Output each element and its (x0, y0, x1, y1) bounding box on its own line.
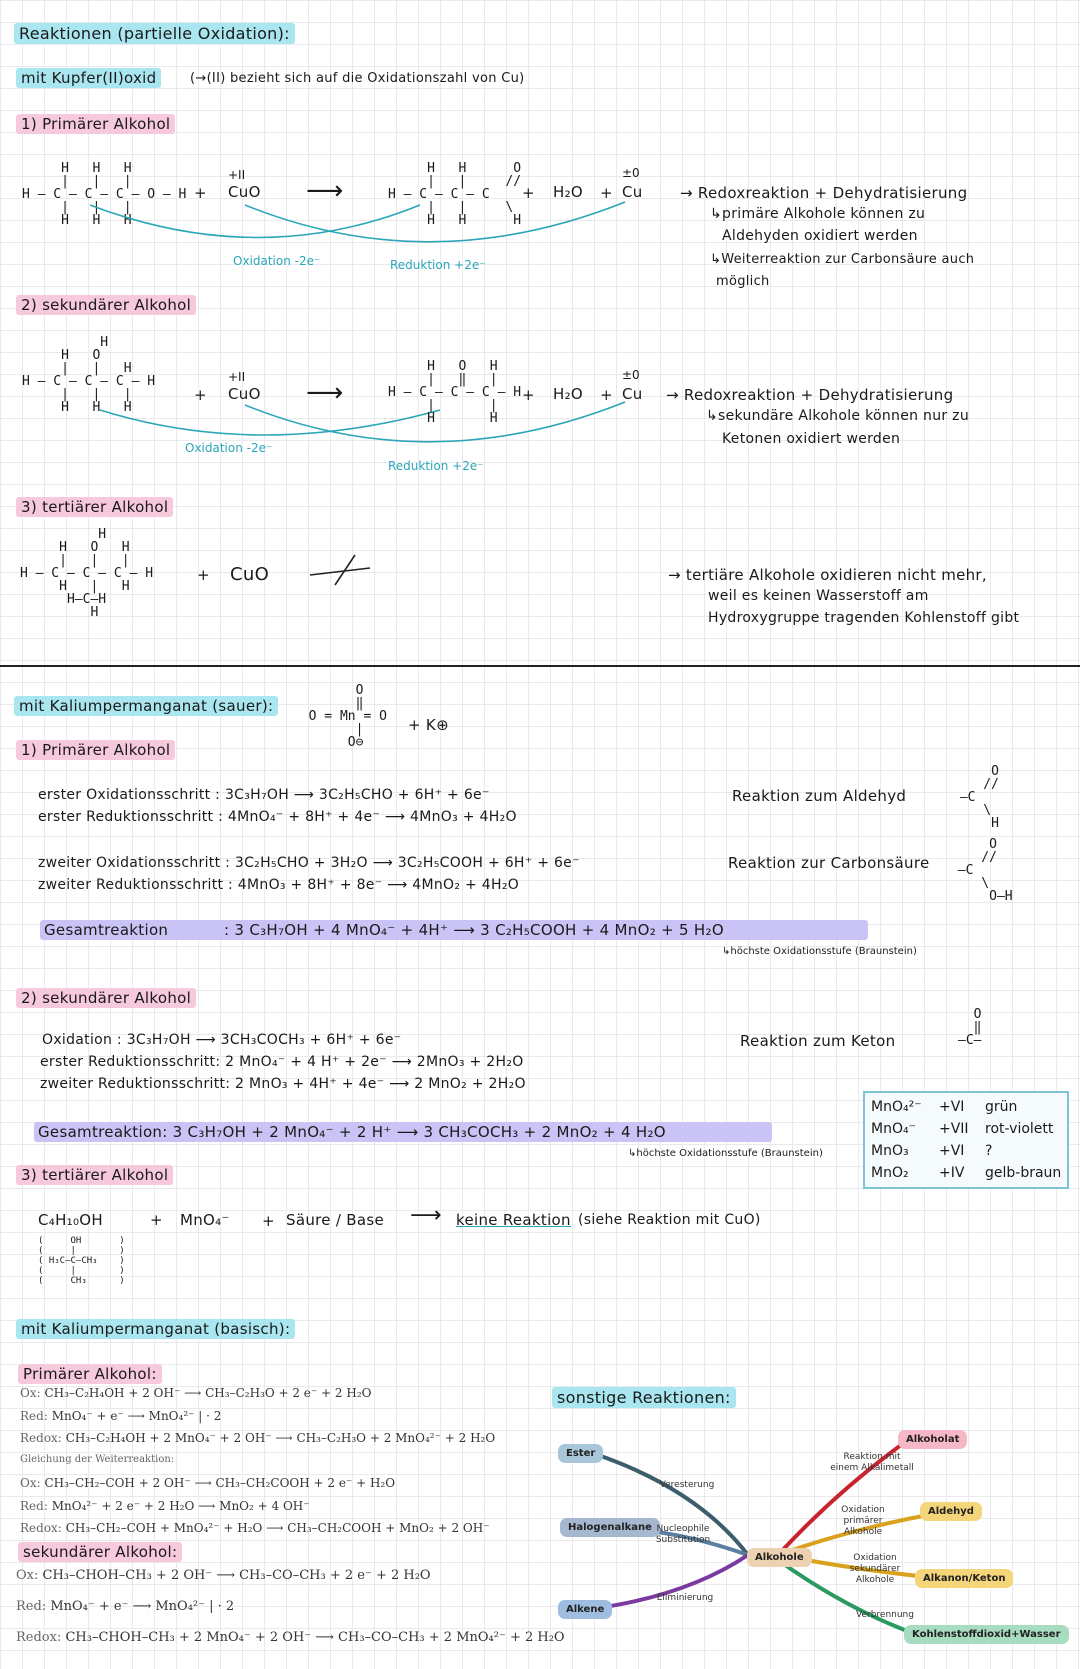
mindmap-label-ox-sekundaer: Oxidation sekundärer Alkohole (849, 1553, 901, 1585)
plus-sign: + (194, 386, 207, 404)
mindmap-label-substitution: Nucleophile Substitution (655, 1524, 711, 1545)
acid-primary-line-3: zweiter Oxidationsschritt : 3C₂H₅CHO + 3H₂O ⟶ 3C₂H₅COOH + 6H⁺ + 6e⁻ (38, 855, 580, 871)
base-primary-eq: Red: MnO₄²⁻ + 2 e⁻ + 2 H₂O ⟶ MnO₂ + 4 OH⁻ (20, 1499, 310, 1513)
reaction-to-aldehyde: Reaktion zum Aldehyd (732, 787, 907, 805)
other-reactions-heading: sonstige Reaktionen: (552, 1388, 736, 1407)
base-primary-eq: Redox: CH₃–CH₂–COH + MnO₄²⁻ + H₂O ⟶ CH₃–CH₂COOH + MnO₂ + 2 OH⁻ (20, 1521, 490, 1535)
oxidation-arrow-primary (90, 205, 420, 238)
page-title: Reaktionen (partielle Oxidation): (14, 24, 295, 43)
mindmap-label-alkalimetall: Reaktion mit einem Alkalimetall (830, 1452, 914, 1473)
cuo-reagent: CuO (228, 183, 261, 201)
cuo-reagent: CuO (228, 385, 261, 403)
acid-primary-line-1: erster Oxidationsschritt : 3C₃H₇OH ⟶ 3C₂H₅CHO + 6H⁺ + 6e⁻ (38, 787, 490, 803)
kmno4-acid-heading: mit Kaliumpermanganat (sauer): (14, 697, 278, 715)
no-reaction-arrow (310, 568, 370, 575)
propanal-structure: H H O | | // H – C – C – C | | \ H H H (388, 161, 522, 228)
tert-butanol-structure: H H O H | | | H – C – C – C – H H | H H–C–H H (20, 527, 154, 620)
cuo-primary-result-3: Aldehyden oxidiert werden (722, 228, 918, 244)
cuo-reagent: CuO (230, 564, 270, 585)
mindmap-node-co2-water: Kohlenstoffdioxid+Wasser (904, 1625, 1069, 1644)
base-secondary-eq: Ox: CH₃–CHOH–CH₃ + 2 OH⁻ ⟶ CH₃–CO–CH₃ + 2 e⁻ + 2 H₂O (16, 1568, 431, 1583)
acetone-structure: H O H | ‖ | H – C – C – C – H | | H H (388, 359, 522, 426)
no-reaction-result: keine Reaktion (456, 1211, 571, 1229)
plus-sign: + (522, 184, 535, 202)
kmno4-base-heading: mit Kaliumpermanganat (basisch): (16, 1320, 295, 1338)
mindmap-node-halogenalkane: Halogenalkane (560, 1518, 660, 1537)
reaction-to-carboxylic-acid: Reaktion zur Carbonsäure (728, 854, 930, 872)
carboxyl-group: O // –C \ O–H (957, 837, 1013, 904)
cuo-primary-result-4: ↳Weiterreaktion zur Carbonsäure auch (710, 252, 975, 267)
cuo-tertiary-heading: 3) tertiärer Alkohol (16, 498, 173, 516)
reaction-arrow: ⟶ (306, 378, 344, 408)
cu-product: Cu (622, 183, 643, 201)
isopropanol-structure: H H O | | H H – C – C – C – H | | | H H H (22, 335, 156, 415)
base-primary-eq: Red: MnO₄⁻ + e⁻ ⟶ MnO₄²⁻ | · 2 (20, 1409, 222, 1423)
tert-formula: C₄H₁₀OH (38, 1211, 103, 1229)
oxidation-state-table (863, 1091, 1069, 1189)
propanol-structure: H H H | | | H – C – C – C – O – H | | | H H H (22, 161, 187, 228)
ox-row: MnO₃ +VI ? (871, 1143, 993, 1159)
plus-sign: + (600, 184, 613, 202)
mindmap-branches (548, 1420, 1048, 1660)
ox-row: MnO₂ +IV gelb-braun (871, 1165, 1062, 1181)
cuo-tertiary-result-1: → tertiäre Alkohole oxidieren nicht mehr, (668, 566, 987, 584)
mindmap-label-veresterung: Veresterung (659, 1480, 715, 1490)
cuo-secondary-result-1: → Redoxreaktion + Dehydratisierung (666, 386, 954, 404)
base-secondary-eq: Red: MnO₄⁻ + e⁻ ⟶ MnO₄²⁻ | · 2 (16, 1599, 235, 1614)
reduction-label: Reduktion +2e⁻ (388, 459, 484, 473)
base-primary-heading: Primärer Alkohol: (18, 1365, 162, 1383)
mindmap-label-eliminierung: Eliminierung (656, 1593, 714, 1603)
kmno4-acid-tertiary-heading: 3) tertiärer Alkohol (16, 1166, 173, 1184)
cu-ox-number: ±0 (622, 368, 640, 382)
no-reaction-note: (siehe Reaktion mit CuO) (578, 1212, 761, 1228)
cuo-secondary-result-3: Ketonen oxidiert werden (722, 431, 901, 447)
ketone-group: O ‖ –C– (958, 1007, 982, 1048)
mindmap-node-keton: Alkanon/Keton (915, 1569, 1013, 1588)
acid-primary-total: Gesamtreaktion : 3 C₃H₇OH + 4 MnO₄⁻ + 4H⁺ ⟶ 3 C₂H₅COOH + 4 MnO₂ + 5 H₂O (40, 920, 868, 940)
cuo-secondary-heading: 2) sekundärer Alkohol (16, 296, 196, 314)
cuo-note: (→(II) bezieht sich auf die Oxidationszahl von Cu) (190, 71, 525, 86)
ox-row: MnO₄²⁻ +VI grün (871, 1099, 1018, 1115)
mindmap-node-aldehyd: Aldehyd (920, 1502, 982, 1521)
acid-secondary-total: Gesamtreaktion: 3 C₃H₇OH + 2 MnO₄⁻ + 2 H⁺ ⟶ 3 CH₃COCH₃ + 2 MnO₂ + 4 H₂O (34, 1122, 772, 1142)
plus-sign: + (194, 184, 207, 202)
mindmap-node-alkene: Alkene (558, 1600, 612, 1619)
base-primary-eq: Ox: CH₃–C₂H₄OH + 2 OH⁻ ⟶ CH₃–C₂H₃O + 2 e⁻ + 2 H₂O (20, 1386, 372, 1400)
mindmap-node-ester: Ester (558, 1444, 603, 1463)
cu-product: Cu (622, 385, 643, 403)
acid-secondary-line-2: erster Reduktionsschritt: 2 MnO₄⁻ + 4 H⁺ + 2e⁻ ⟶ 2MnO₃ + 2H₂O (40, 1054, 524, 1070)
acid-secondary-line-1: Oxidation : 3C₃H₇OH ⟶ 3CH₃COCH₃ + 6H⁺ + 6e⁻ (42, 1032, 402, 1048)
plus-sign: + (262, 1212, 275, 1230)
cu-ox-number: +II (228, 168, 246, 182)
water-product: H₂O (553, 385, 583, 403)
reduction-label: Reduktion +2e⁻ (390, 258, 486, 272)
cuo-tertiary-result-3: Hydroxygruppe tragenden Kohlenstoff gibt (708, 610, 1020, 626)
base-primary-eq: Redox: CH₃–C₂H₄OH + 2 MnO₄⁻ + 2 OH⁻ ⟶ CH₃–C₂H₃O + 2 MnO₄²⁻ + 2 H₂O (20, 1431, 496, 1445)
reaction-arrow: ⟶ (410, 1203, 442, 1228)
mindmap-center-alkohole: Alkohole (747, 1548, 812, 1567)
plus-sign: + (197, 566, 210, 584)
cuo-heading: mit Kupfer(II)oxid (16, 69, 161, 87)
plus-sign: + (150, 1211, 163, 1229)
cu-ox-number: +II (228, 370, 246, 384)
cuo-primary-heading: 1) Primärer Alkohol (16, 115, 175, 133)
base-secondary-eq: Redox: CH₃–CHOH–CH₃ + 2 MnO₄⁻ + 2 OH⁻ ⟶ CH₃–CO–CH₃ + 2 MnO₄²⁻ + 2 H₂O (16, 1630, 565, 1645)
permanganate-reagent: MnO₄⁻ (180, 1211, 230, 1229)
kmno4-acid-secondary-heading: 2) sekundärer Alkohol (16, 989, 196, 1007)
reaction-arrow: ⟶ (306, 176, 344, 206)
cuo-primary-result-2: ↳primäre Alkohole können zu (710, 206, 926, 222)
oxidation-label: Oxidation -2e⁻ (185, 441, 273, 455)
plus-sign: + (600, 386, 613, 404)
acid-primary-note: ↳höchste Oxidationsstufe (Braunstein) (722, 946, 917, 957)
cu-ox-number: ±0 (622, 166, 640, 180)
mindmap-label-ox-primaer: Oxidation primärer Alkohole (841, 1505, 885, 1537)
base-primary-eq: Gleichung der Weiterreaktion: (20, 1454, 175, 1465)
cuo-primary-result-5: möglich (716, 274, 770, 289)
permanganate-structure: O ‖ O = Mn = O | O⊖ (308, 683, 387, 750)
base-primary-eq: Ox: CH₃–CH₂–COH + 2 OH⁻ ⟶ CH₃–CH₂COOH + 2 e⁻ + H₂O (20, 1476, 396, 1490)
acid-primary-line-2: erster Reduktionsschritt : 4MnO₄⁻ + 8H⁺ + 4e⁻ ⟶ 4MnO₃ + 4H₂O (38, 809, 517, 825)
tert-structure-small: ( OH ) ( | ) ( H₃C–C–CH₃ ) ( | ) ( CH₃ ) (38, 1236, 125, 1286)
ox-row: MnO₄⁻ +VII rot-violett (871, 1121, 1054, 1137)
section-divider (0, 665, 1080, 667)
cuo-tertiary-result-2: weil es keinen Wasserstoff am (708, 588, 929, 604)
reaction-to-ketone: Reaktion zum Keton (740, 1032, 896, 1050)
aldehyde-group: O // –C \ H (959, 764, 999, 831)
acid-secondary-note: ↳höchste Oxidationsstufe (Braunstein) (628, 1148, 823, 1159)
acid-secondary-line-3: zweiter Reduktionsschritt: 2 MnO₃ + 4H⁺ + 4e⁻ ⟶ 2 MnO₂ + 2H₂O (40, 1076, 526, 1092)
potassium-ion: + K⊕ (408, 716, 449, 734)
base-secondary-heading: sekundärer Alkohol: (18, 1543, 182, 1561)
oxidation-label: Oxidation -2e⁻ (233, 254, 321, 268)
water-product: H₂O (553, 183, 583, 201)
acid-base: Säure / Base (286, 1211, 385, 1229)
acid-primary-line-4: zweiter Reduktionsschritt : 4MnO₃ + 8H⁺ + 8e⁻ ⟶ 4MnO₂ + 4H₂O (38, 877, 520, 893)
cuo-primary-result-1: → Redoxreaktion + Dehydratisierung (680, 184, 968, 202)
cuo-secondary-result-2: ↳sekundäre Alkohole können nur zu (706, 408, 970, 424)
mindmap-label-verbrennung: Verbrennung (856, 1610, 914, 1620)
kmno4-acid-primary-heading: 1) Primärer Alkohol (16, 741, 175, 759)
mindmap-node-alkoholat: Alkoholat (898, 1430, 967, 1449)
plus-sign: + (522, 386, 535, 404)
